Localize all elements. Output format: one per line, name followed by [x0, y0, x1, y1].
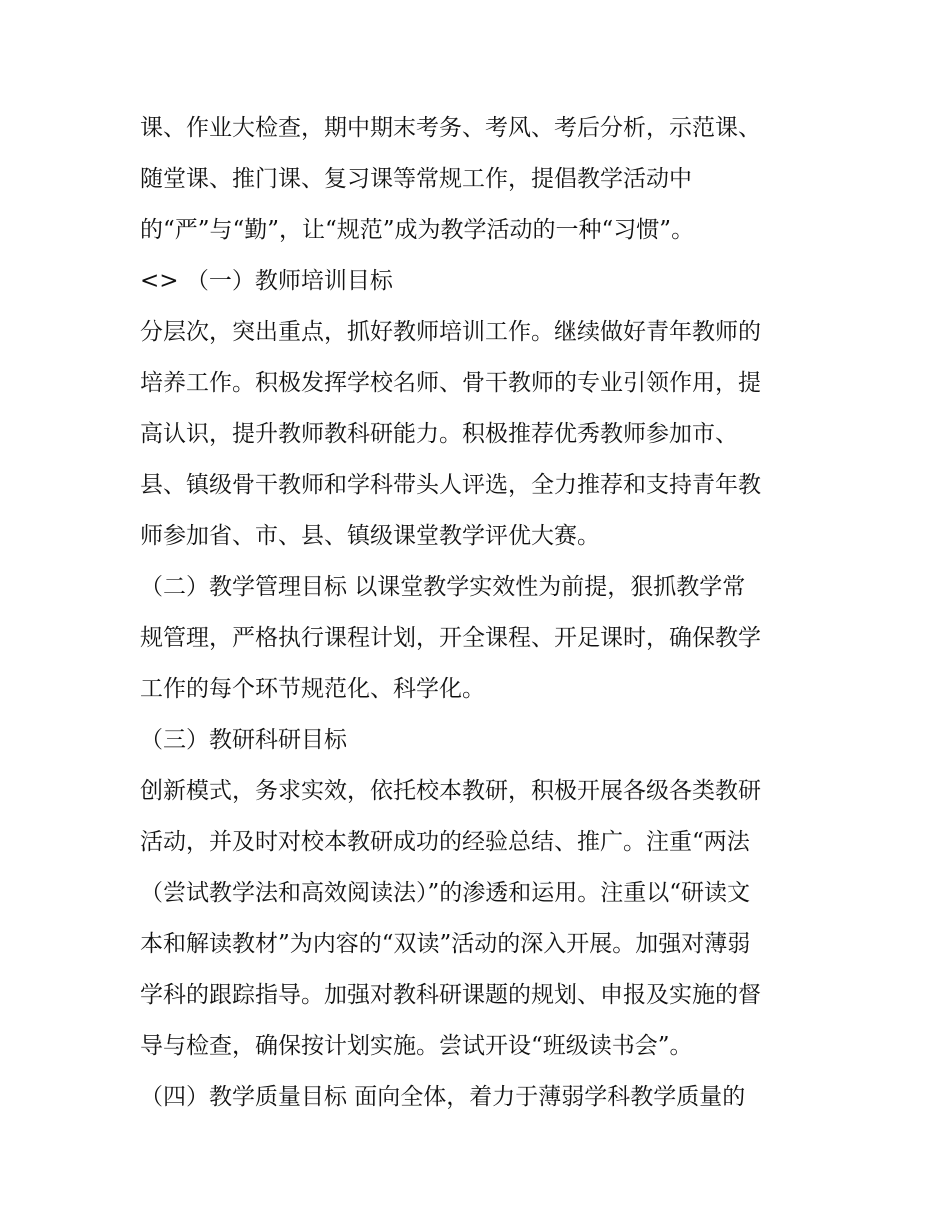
- text-line: 创新模式，务求实效，依托校本教研，积极开展各级各类教研: [140, 778, 761, 804]
- text-line: 活动，并及时对校本教研成功的经验总结、推广。注重“两法: [140, 829, 750, 855]
- section-heading-teacher-training: <> （一）教师培训目标: [140, 268, 393, 294]
- text-line: 学科的跟踪指导。加强对教科研课题的规划、申报及实施的督: [140, 982, 761, 1008]
- section-heading-teaching-management: （二）教学管理目标 以课堂教学实效性为前提，狠抓教学常: [140, 574, 746, 600]
- text-line: 导与检查，确保按计划实施。尝试开设“班级读书会”。: [140, 1033, 693, 1059]
- text-line: 分层次，突出重点，抓好教师培训工作。继续做好青年教师的: [140, 319, 761, 345]
- text-line: 工作的每个环节规范化、科学化。: [140, 676, 485, 702]
- text-line: 本和解读教材”为内容的“双读”活动的深入开展。加强对薄弱: [140, 931, 751, 957]
- text-line: 规管理，严格执行课程计划，开全课程、开足课时，确保教学: [140, 625, 761, 651]
- text-line: 师参加省、市、县、镇级课堂教学评优大赛。: [140, 523, 600, 549]
- text-line: 课、作业大检查，期中期末考务、考风、考后分析，示范课、: [140, 115, 761, 141]
- section-heading-research: （三）教研科研目标: [140, 727, 347, 753]
- text-line: 培养工作。积极发挥学校名师、骨干教师的专业引领作用，提: [140, 370, 761, 396]
- section-heading-teaching-quality: （四）教学质量目标 面向全体，着力于薄弱学科教学质量的: [140, 1084, 746, 1110]
- text-line: （尝试教学法和高效阅读法）”的渗透和运用。注重以“研读文: [140, 880, 751, 906]
- document-page: [140, 103, 830, 1123]
- text-line: 随堂课、推门课、复习课等常规工作，提倡教学活动中: [140, 166, 692, 192]
- text-line: 的“严”与“勤”，让“规范”成为教学活动的一种“习惯”。: [140, 217, 695, 243]
- text-line: 县、镇级骨干教师和学科带头人评选，全力推荐和支持青年教: [140, 472, 761, 498]
- text-line: 高认识，提升教师教科研能力。积极推荐优秀教师参加市、: [140, 421, 738, 447]
